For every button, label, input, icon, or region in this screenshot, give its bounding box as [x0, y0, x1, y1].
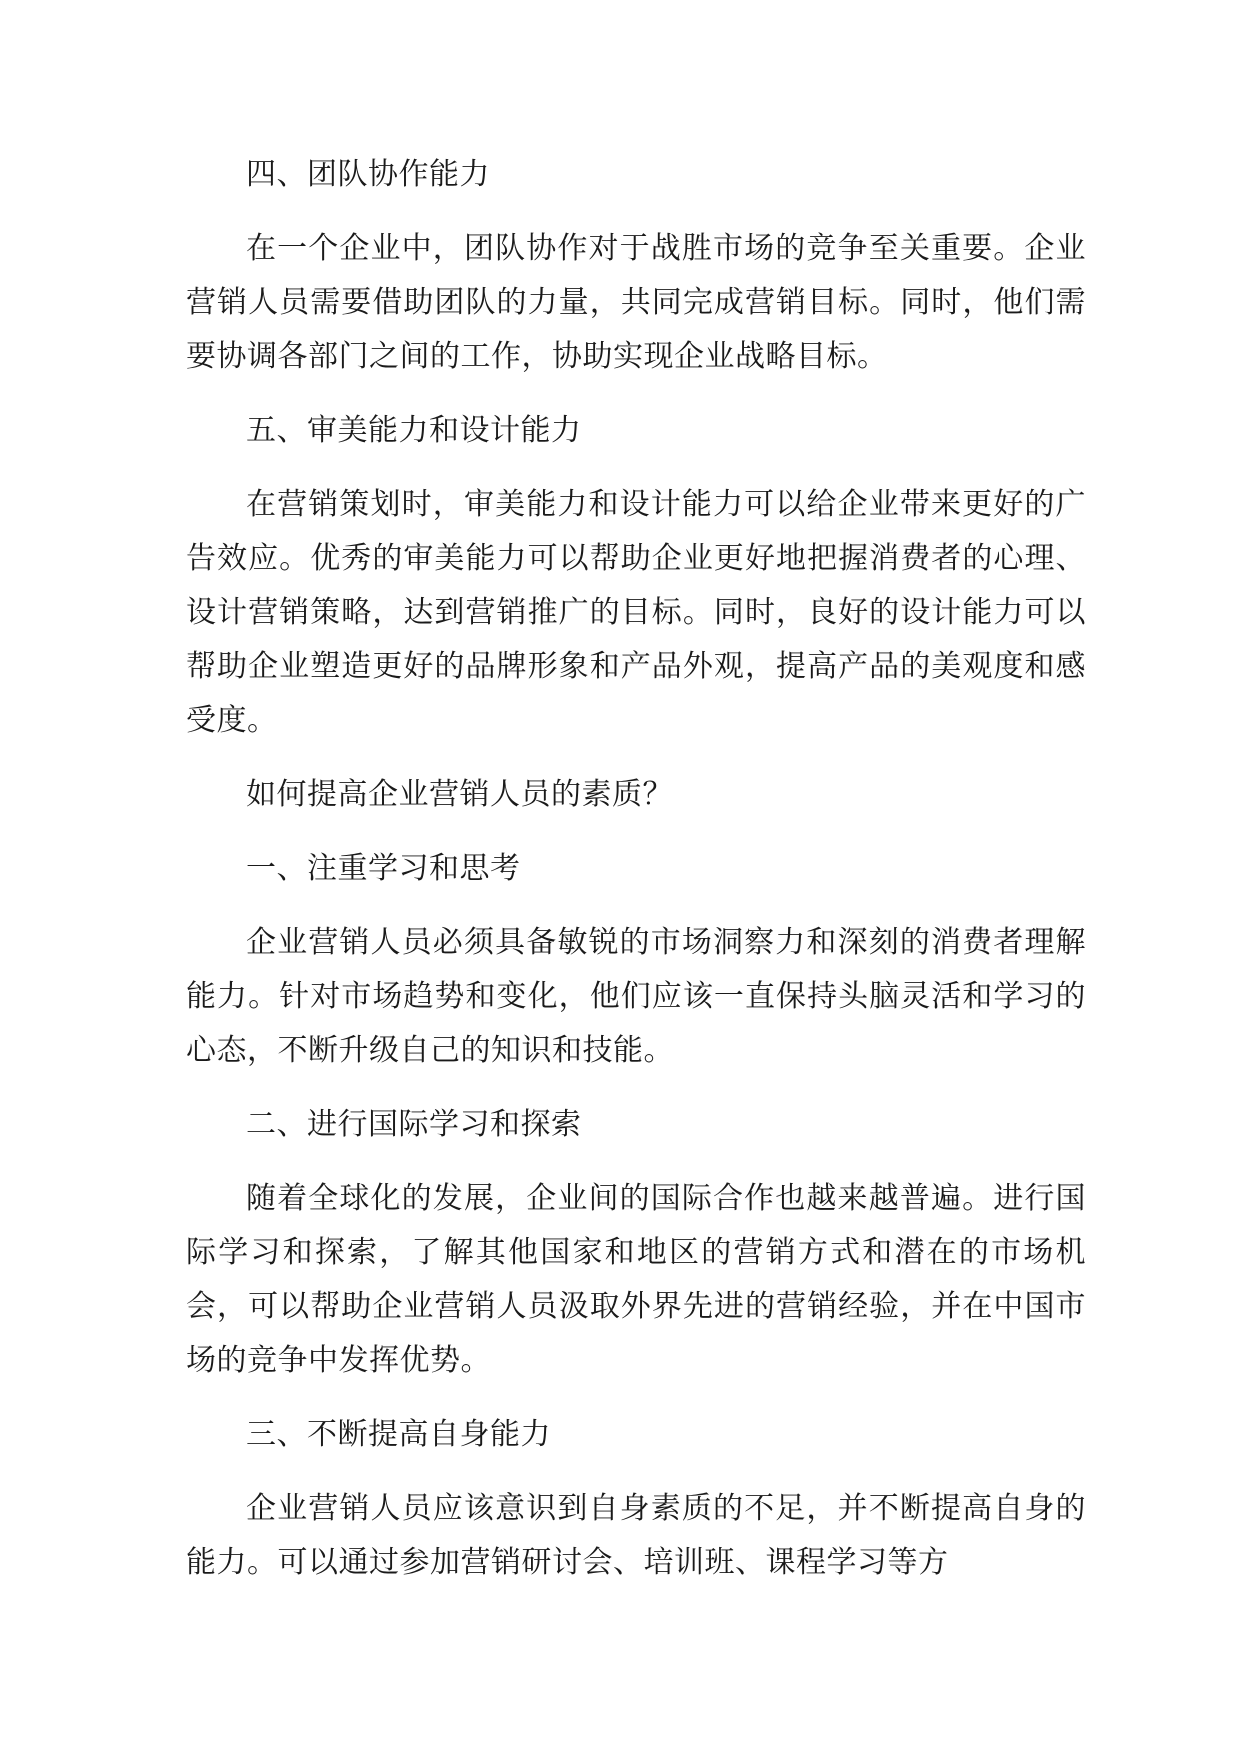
section-heading-self-improvement: 三、不断提高自身能力: [246, 1417, 551, 1452]
section-heading-learning-thinking: 一、注重学习和思考: [246, 851, 521, 886]
section-heading-aesthetics-design: 五、审美能力和设计能力: [246, 413, 582, 448]
paragraph-learning-thinking: 企业营销人员必须具备敏锐的市场洞察力和深刻的消费者理解能力。针对市场趋势和变化，他们应该一直保持头脑灵活和学习的心态，不断升级自己的知识和技能。: [186, 925, 1086, 1068]
paragraph-teamwork: 在一个企业中，团队协作对于战胜市场的竞争至关重要。企业营销人员需要借助团队的力量，共同完成营销目标。同时，他们需要协调各部门之间的工作，协助实现企业战略目标。: [186, 231, 1086, 374]
paragraph-aesthetics-design: 在营销策划时，审美能力和设计能力可以给企业带来更好的广告效应。优秀的审美能力可以帮助企业更好地把握消费者的心理、设计营销策略，达到营销推广的目标。同时，良好的设计能力可以帮助企业塑造更好的品牌形象和产品外观，提高产品的美观度和感受度。: [186, 487, 1086, 738]
section-heading-teamwork: 四、团队协作能力: [246, 157, 490, 192]
paragraph-international-learning: 随着全球化的发展，企业间的国际合作也越来越普遍。进行国际学习和探索，了解其他国家和地区的营销方式和潜在的市场机会，可以帮助企业营销人员汲取外界先进的营销经验，并在中国市场的竞争中发挥优势。: [186, 1181, 1086, 1378]
paragraph-self-improvement: 企业营销人员应该意识到自身素质的不足，并不断提高自身的能力。可以通过参加营销研讨会、培训班、课程学习等方: [186, 1491, 1086, 1580]
section-heading-international-learning: 二、进行国际学习和探索: [246, 1107, 582, 1142]
document-body: [186, 148, 1086, 1610]
section-heading-improve-quality: 如何提高企业营销人员的素质？: [246, 777, 673, 812]
